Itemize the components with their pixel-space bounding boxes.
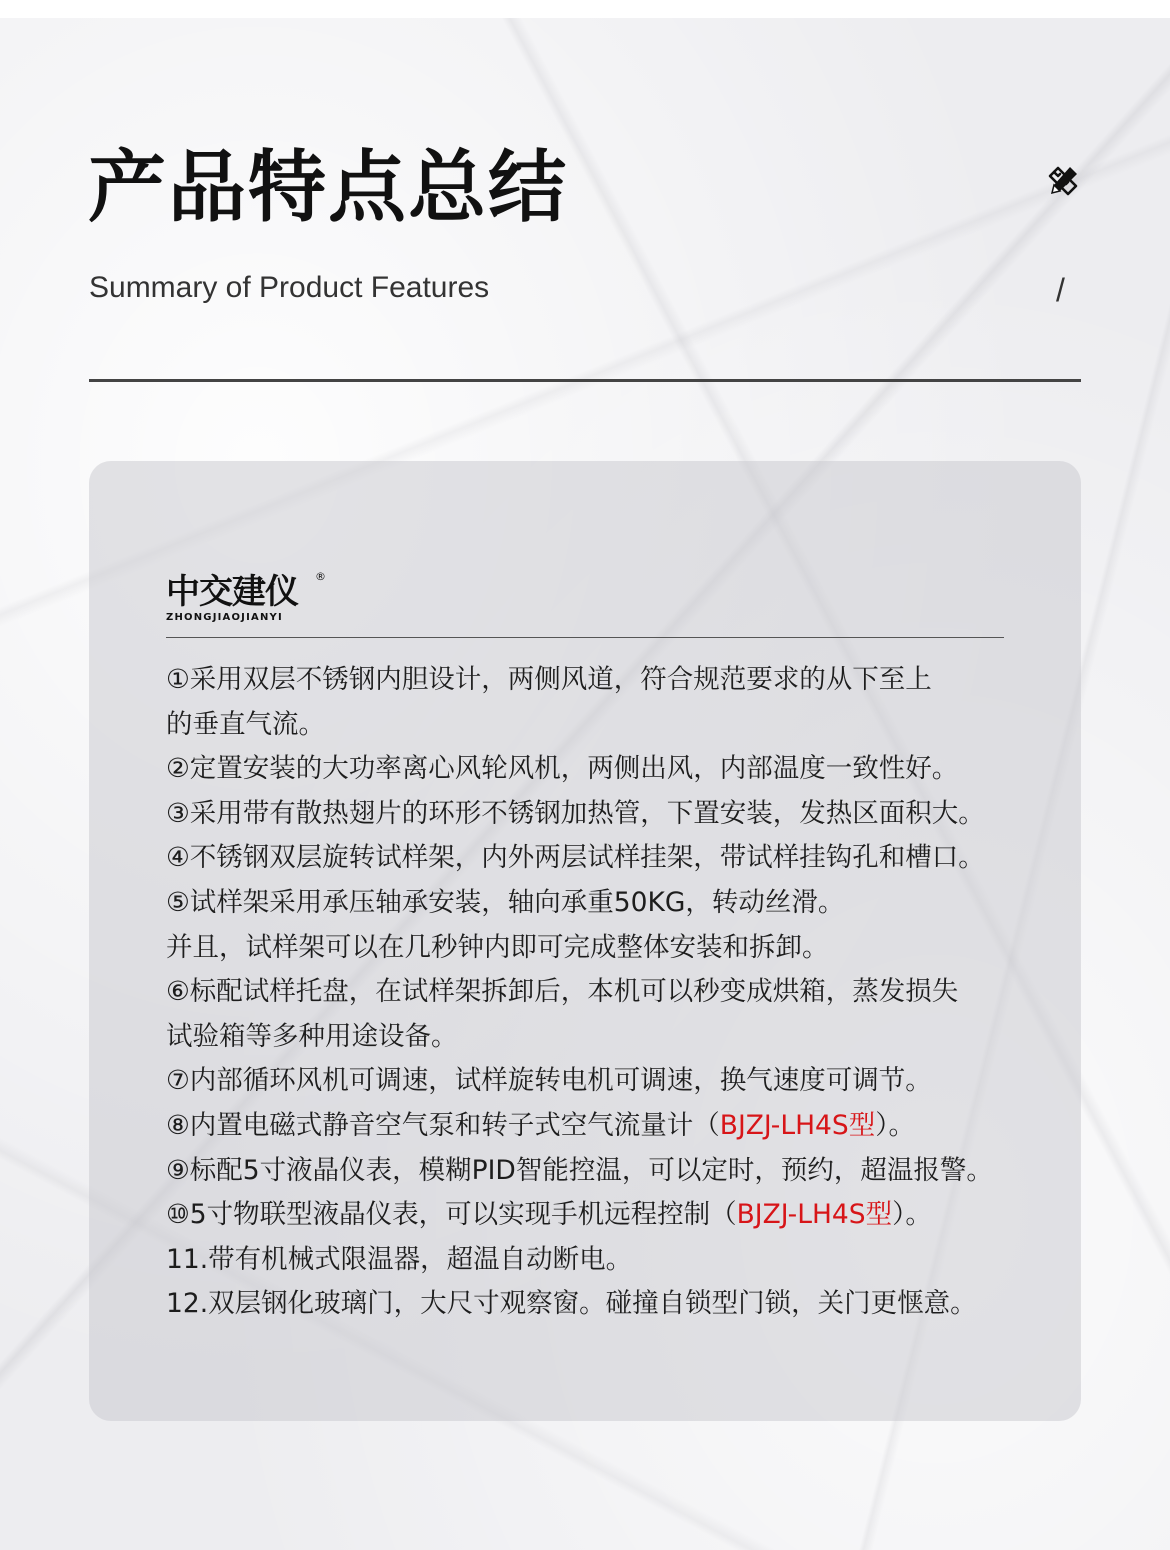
feature-line-7 [166, 926, 1076, 971]
feature-text: 试验箱等多种用途设备。 [166, 1020, 458, 1052]
feature-list [166, 658, 1076, 1327]
feature-text: ⑥标配试样托盘，在试样架拆卸后，本机可以秒变成烘箱，蒸发损失 [166, 976, 959, 1008]
header-divider [89, 379, 1081, 382]
feature-line-3 [166, 747, 1076, 792]
feature-line-13 [166, 1193, 1076, 1238]
feature-text-after: ）。 [875, 1109, 915, 1141]
feature-text: ⑩5寸物联型液晶仪表，可以实现手机远程控制（ [166, 1199, 737, 1231]
feature-line-2 [166, 703, 1076, 748]
feature-line-15 [166, 1282, 1076, 1327]
feature-line-11 [166, 1104, 1076, 1149]
feature-line-10 [166, 1059, 1076, 1104]
feature-text: ⑧内置电磁式静音空气泵和转子式空气流量计（ [166, 1109, 720, 1141]
slash-mark: / [1056, 272, 1065, 308]
feature-text: ③采用带有散热翅片的环形不锈钢加热管，下置安装，发热区面积大。 [166, 797, 985, 829]
logo-divider [166, 637, 1004, 638]
model-highlight: BJZJ-LH4S型 [736, 1199, 893, 1231]
feature-line-12 [166, 1149, 1076, 1194]
logo-english-text: ZHONGJIAOJIANYI [166, 612, 283, 623]
feature-text: ⑤试样架采用承压轴承安装，轴向承重50KG，转动丝滑。 [166, 886, 845, 918]
feature-text-after: ）。 [892, 1199, 932, 1231]
feature-line-8 [166, 970, 1076, 1015]
page-title: 产品特点总结 [88, 143, 569, 233]
pencil-ruler-icon [1044, 162, 1082, 200]
feature-line-14 [166, 1238, 1076, 1283]
feature-line-9 [166, 1015, 1076, 1060]
feature-text: ④不锈钢双层旋转试样架，内外两层试样挂架，带试样挂钩孔和槽口。 [166, 842, 985, 874]
feature-text: ⑨标配5寸液晶仪表，模糊PID智能控温，可以定时，预约，超温报警。 [166, 1154, 993, 1186]
feature-line-1 [166, 658, 1076, 703]
logo-chinese-text: 中交建仪 [166, 572, 298, 612]
feature-line-4 [166, 792, 1076, 837]
model-highlight: BJZJ-LH4S型 [719, 1109, 876, 1141]
page-subtitle: Summary of Product Features [89, 271, 490, 304]
feature-text: 12.双层钢化玻璃门，大尺寸观察窗。碰撞自锁型门锁，关门更惬意。 [166, 1288, 977, 1320]
feature-text: 11.带有机械式限温器，超温自动断电。 [166, 1243, 633, 1275]
registered-mark: ® [315, 570, 326, 583]
feature-text: ⑦内部循环风机可调速，试样旋转电机可调速，换气速度可调节。 [166, 1065, 932, 1097]
feature-text: 的垂直气流。 [166, 708, 325, 740]
feature-line-6 [166, 881, 1076, 926]
feature-text: 并且，试样架可以在几秒钟内即可完成整体安装和拆卸。 [166, 931, 829, 963]
brand-logo [166, 570, 326, 624]
feature-text: ②定置安装的大功率离心风轮风机，两侧出风，内部温度一致性好。 [166, 753, 959, 785]
feature-text: ①采用双层不锈钢内胆设计，两侧风道，符合规范要求的从下至上 [166, 664, 932, 695]
feature-line-5 [166, 836, 1076, 881]
top-strip [0, 0, 1170, 18]
